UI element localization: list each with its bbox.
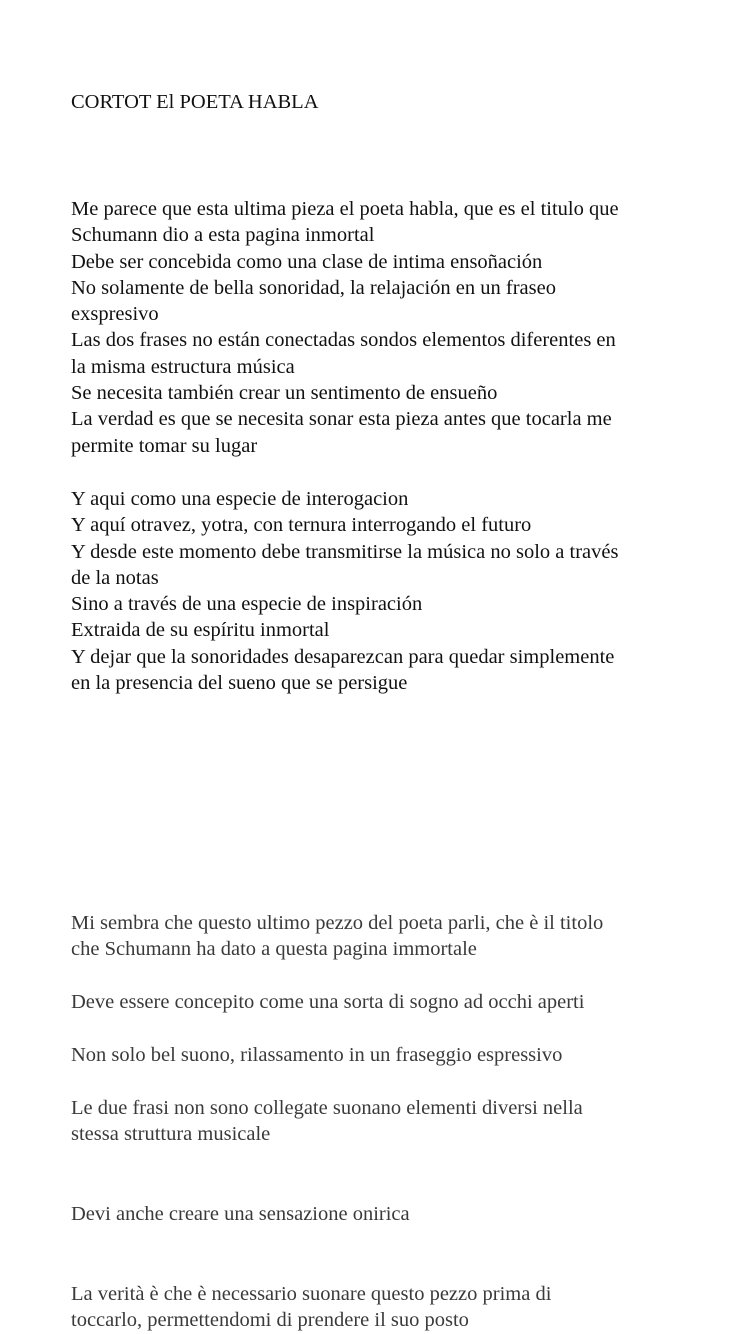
text-line: Sino a través de una especie de inspiración: [71, 593, 423, 616]
text-line: Devi anche creare una sensazione onirica: [71, 1203, 410, 1225]
text-line: Y aquí otravez, yotra, con ternura interrogando el futuro: [71, 514, 532, 537]
document-title: CORTOT El POETA HABLA: [71, 91, 319, 113]
text-line: toccarlo, permettendomi di prendere il suo posto: [71, 1309, 469, 1332]
text-line: Non solo bel suono, rilassamento in un fraseggio espressivo: [71, 1044, 563, 1066]
text-line: Extraida de su espíritu inmortal: [71, 619, 330, 642]
text-line: Le due frasi non sono collegate suonano elementi diversi nella: [71, 1097, 583, 1119]
text-line: exspresivo: [71, 303, 159, 326]
text-line: La verdad es que se necesita sonar esta pieza antes que tocarla me: [71, 408, 612, 431]
text-line: Deve essere concepito come una sorta di sogno ad occhi aperti: [71, 991, 585, 1013]
text-line: La verità è che è necessario suonare questo pezzo prima di: [71, 1283, 552, 1305]
text-line: de la notas: [71, 566, 159, 589]
text-line: Me parece que esta ultima pieza el poeta habla, que es el titulo que: [71, 198, 619, 220]
text-line: che Schumann ha dato a questa pagina immortale: [71, 938, 477, 961]
spanish-paragraph-1: [71, 196, 711, 459]
text-line: stessa struttura musicale: [71, 1123, 271, 1146]
text-line: Mi sembra che questo ultimo pezzo del poeta parli, che è il titolo: [71, 912, 604, 934]
italian-paragraph-3: [71, 1042, 711, 1068]
text-line: Y dejar que la sonoridades desaparezcan para quedar simplemente: [71, 645, 615, 668]
text-line: permite tomar su lugar: [71, 434, 258, 457]
text-line: Schumann dio a esta pagina inmortal: [71, 224, 375, 247]
italian-paragraph-4: [71, 1095, 711, 1148]
text-line: la misma estructura música: [71, 355, 295, 378]
text-line: en la presencia del sueno que se persigue: [71, 672, 408, 695]
italian-paragraph-5: [71, 1201, 711, 1227]
spanish-paragraph-2: [71, 486, 711, 696]
text-line: No solamente de bella sonoridad, la relajación en un fraseo: [71, 276, 556, 299]
text-line: Se necesita también crear un sentimento de ensueño: [71, 382, 498, 405]
text-line: Y aqui como una especie de interogacion: [71, 488, 409, 510]
italian-paragraph-2: [71, 989, 711, 1015]
text-line: Debe ser concebida como una clase de intima ensoñación: [71, 250, 543, 273]
italian-paragraph-1: [71, 910, 711, 963]
text-line: Las dos frases no están conectadas sondos elementos diferentes en: [71, 329, 616, 352]
italian-paragraph-6: [71, 1281, 711, 1334]
text-line: Y desde este momento debe transmitirse la música no solo a través: [71, 540, 619, 563]
